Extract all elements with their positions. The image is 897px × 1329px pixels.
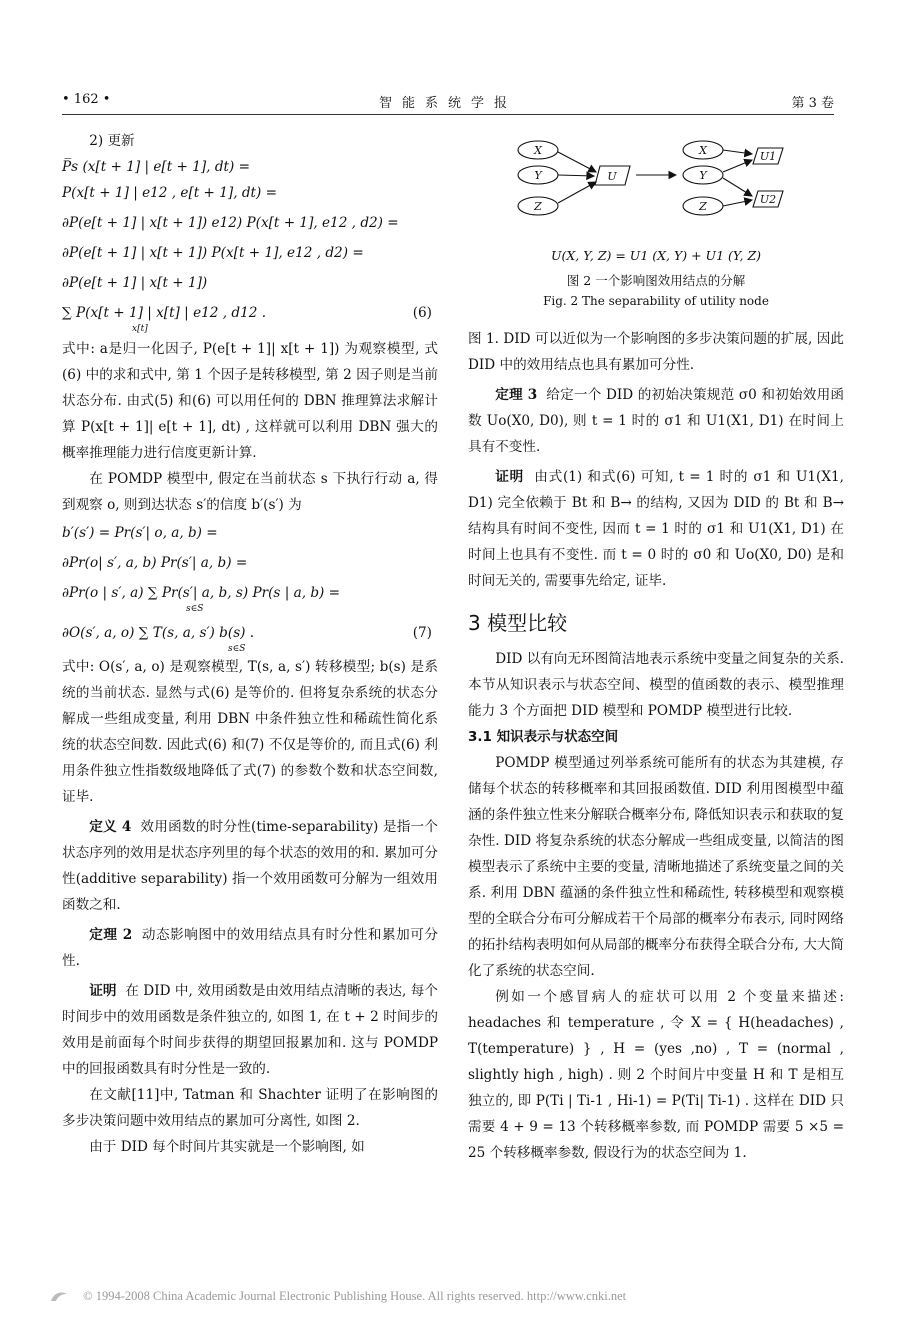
volume-label: 第 3 卷 (791, 96, 834, 111)
equation-number: (7) (412, 625, 432, 641)
proof-label: 证明 (89, 983, 117, 999)
theorem-label: 定理 2 (89, 927, 133, 943)
paragraph: 由于 DID 每个时间片其实就是一个影响图, 如 (89, 1139, 365, 1155)
figure-2 (468, 128, 844, 318)
theorem-2 (62, 922, 438, 974)
sum-subscript: x[t] (132, 324, 148, 334)
node-label: Y (534, 169, 542, 182)
edge (558, 182, 596, 203)
edge (723, 200, 752, 206)
paragraph: 式中: a是归一化因子, P(e[t + 1]| x[t + 1]) 为观察模型, 式(6) 中的求和式中, 第 1 个因子是转移模型, 第 2 因子则是当前状态分布. 由式(5) 和(6) 可以用任何的 DBN 推理算法求解计算 P(x[t + 1]| e[t + 1], dt) , 这样就可以利用 DBN 强大的概率推理能力进行信度更新计算. (62, 341, 438, 461)
proof (468, 464, 844, 594)
equation-line: P̅s (x[t + 1] | e[t + 1], dt) = (62, 159, 251, 175)
paragraph: 在文献[11]中, Tatman 和 Shachter 证明了在影响图的多步决策问题中效用结点的累加可分离性, 如图 2. (62, 1087, 438, 1129)
equation-number: (6) (412, 305, 432, 321)
paragraph: POMDP 模型通过列举系统可能所有的状态为其建模, 存储每个状态的转移概率和其回报函数值. DID 利用图模型中蕴涵的条件独立性来分解联合概率分布, 降低知识表示和获取的复杂性. DID 将复杂系统的状态分解成一些组成变量, 以简洁的图模型表示了系统中主要的变量, 清晰地描述了系统变量之间的关系. 利用 DBN 蕴涵的条件独立性和稀疏性, 转移模型和观察模型的全联合分布可分解成若干个局部的概率分布表示, 同时网络的拓扑结构表明如何从局部的概率分布获得全联合分布, 大大简化了系统的状态空间. (468, 755, 844, 979)
page-header (62, 92, 834, 114)
proof-text: 由式(1) 和式(6) 可知, t = 1 时的 σ1 和 U1(X1, D1) 完全依赖于 Bt 和 B→ 的结构, 又因为 DID 的 Bt 和 B→ 结构具有时间不变性, 因而 t = 1 时的 σ1 和 U1(X1, D1) 在时间上也具有不变性. 而 t = 0 时的 σ0 和 Uo(X0, D0) 是和时间无关的, 需要事先给定, 证毕. (468, 469, 844, 589)
node-label: U2 (759, 193, 777, 206)
proof (62, 978, 438, 1082)
equation-line: ∂P(e[t + 1] | x[t + 1]) P(x[t + 1], e12 , d2) = (62, 245, 364, 261)
figure-caption-en: Fig. 2 The separability of utility node (543, 294, 769, 308)
paragraph: DID 以有向无环图简洁地表示系统中变量之间复杂的关系. 本节从知识表示与状态空间、模型的值函数的表示、模型推理能力 3 个方面把 DID 模型和 POMDP 模型进行比较. (468, 651, 844, 719)
definition-text: 效用函数的时分性(time-separability) 是指一个状态序列的效用是状态序列里的每个状态的效用的和. 累加可分性(additive separability) 指一个效用函数可分解为一组效用函数之和. (62, 819, 438, 913)
edge (723, 160, 752, 172)
node-label: Y (699, 169, 707, 182)
equation-line: P(x[t + 1] | e12 , e[t + 1], dt) = (62, 185, 278, 201)
paragraph: 在 POMDP 模型中, 假定在当前状态 s 下执行行动 a, 得到观察 o, 则到达状态 s′的信度 b′(s′) 为 (62, 471, 438, 513)
equation-line: ∂Pr(o| s′, a, b) Pr(s′| a, b) = (62, 555, 248, 571)
figure-equation: U(X, Y, Z) = U1 (X, Y) + U1 (Y, Z) (550, 248, 762, 263)
right-column (468, 326, 844, 1166)
paragraph: 例如一个感冒病人的症状可以用 2 个变量来描述: headaches 和 temperature , 令 X = { H(headaches) , T(temperature) } , H = (yes ,no) , T = (normal , slightly high , high) . 则 2 个时间片中变量 H 和 T 是相互独立的, 即 P(Ti | Ti-1 , Hi-1) = P(Ti| Ti-1) . 这样在 DID 只需要 4 + 9 = 13 个转移概率参数, 而 POMDP 需要 5 ×5 = 25 个转移概率参数, 假设行为的状态空间为 1. (468, 989, 844, 1161)
cnki-logo-icon (48, 1290, 70, 1304)
edge (558, 152, 596, 172)
equation-line: ∂P(e[t + 1] | x[t + 1]) (62, 275, 208, 291)
edge (723, 150, 752, 154)
node-label: X (699, 144, 707, 157)
equation-text: ∂O(s′, a, o) ∑ T(s, a, s′) b(s) . (62, 625, 255, 641)
equation-line: ∂P(e[t + 1] | x[t + 1]) e12) P(x[t + 1], e12 , d2) = (62, 215, 399, 231)
paragraph: 图 1. DID 可以近似为一个影响图的多步决策问题的扩展, 因此 DID 中的效用结点也具有累加可分性. (468, 331, 844, 373)
equation-6 (62, 302, 438, 324)
node-label: U (607, 170, 617, 183)
definition-4 (62, 814, 438, 918)
journal-title: 智能系统学报 (378, 96, 517, 111)
figure-caption-cn: 图 2 一个影响图效用结点的分解 (566, 273, 746, 288)
node-label: U1 (759, 150, 777, 163)
node-label: Z (699, 200, 707, 213)
equation-text: ∑ P(x[t + 1] | x[t] | e12 , d12 . (62, 305, 267, 321)
node-label: Z (534, 200, 542, 213)
paragraph: 式中: O(s′, a, o) 是观察模型, T(s, a, s′) 转移模型; b(s) 是系统的当前状态. 显然与式(6) 是等价的. 但将复杂系统的状态分解成一些组成变量, 利用 DBN 中条件独立性和稀疏性简化系统的状态空间数. 因此式(6) 和(7) 不仅是等价的, 而且式(6) 利用条件独立性指数级地降低了式(7) 的参数个数和状态空间数, 证毕. (62, 659, 438, 805)
theorem-3 (468, 382, 844, 460)
theorem-text: 动态影响图中的效用结点具有时分性和累加可分性. (62, 927, 438, 969)
theorem-text: 给定一个 DID 的初始决策规范 σ0 和初始效用函数 Uo(X0, D0), 则 t = 1 时的 σ1 和 U1(X1, D1) 在时间上具有不变性. (468, 387, 844, 455)
left-column (62, 128, 438, 1160)
proof-text: 在 DID 中, 效用函数是由效用结点清晰的表达, 每个时间步中的效用函数是条件独立的, 如图 1, 在 t + 2 时间步的效用是前面每个时间步获得的期望回报累加和. 这与 POMDP 中的回报函数具有时分性是一致的. (62, 983, 438, 1077)
influence-diagram (508, 128, 808, 238)
node-label: X (534, 144, 542, 157)
copyright-text: © 1994-2008 China Academic Journal Electronic Publishing House. All rights reserved. http://www.cnki.net (83, 1289, 627, 1303)
page-number: • 162 • (62, 92, 111, 107)
edge (723, 178, 752, 196)
sum-subscript: s∈S (186, 604, 204, 614)
definition-label: 定义 4 (89, 819, 132, 835)
equation-7 (62, 622, 438, 644)
section-heading: 3 模型比较 (468, 611, 568, 635)
theorem-label: 定理 3 (495, 387, 538, 403)
step-heading: 2) 更新 (89, 133, 135, 149)
sum-subscript: s∈S (228, 644, 246, 654)
footer (48, 1289, 848, 1304)
proof-label: 证明 (495, 469, 524, 485)
equation-line: b′(s′) = Pr(s′| o, a, b) = (62, 525, 218, 541)
equation-line: ∂Pr(o | s′, a) ∑ Pr(s′| a, b, s) Pr(s | a, b) = (62, 585, 341, 601)
subsection-heading: 3.1 知识表示与状态空间 (468, 729, 619, 745)
edge (558, 175, 594, 176)
header-rule (62, 114, 834, 115)
